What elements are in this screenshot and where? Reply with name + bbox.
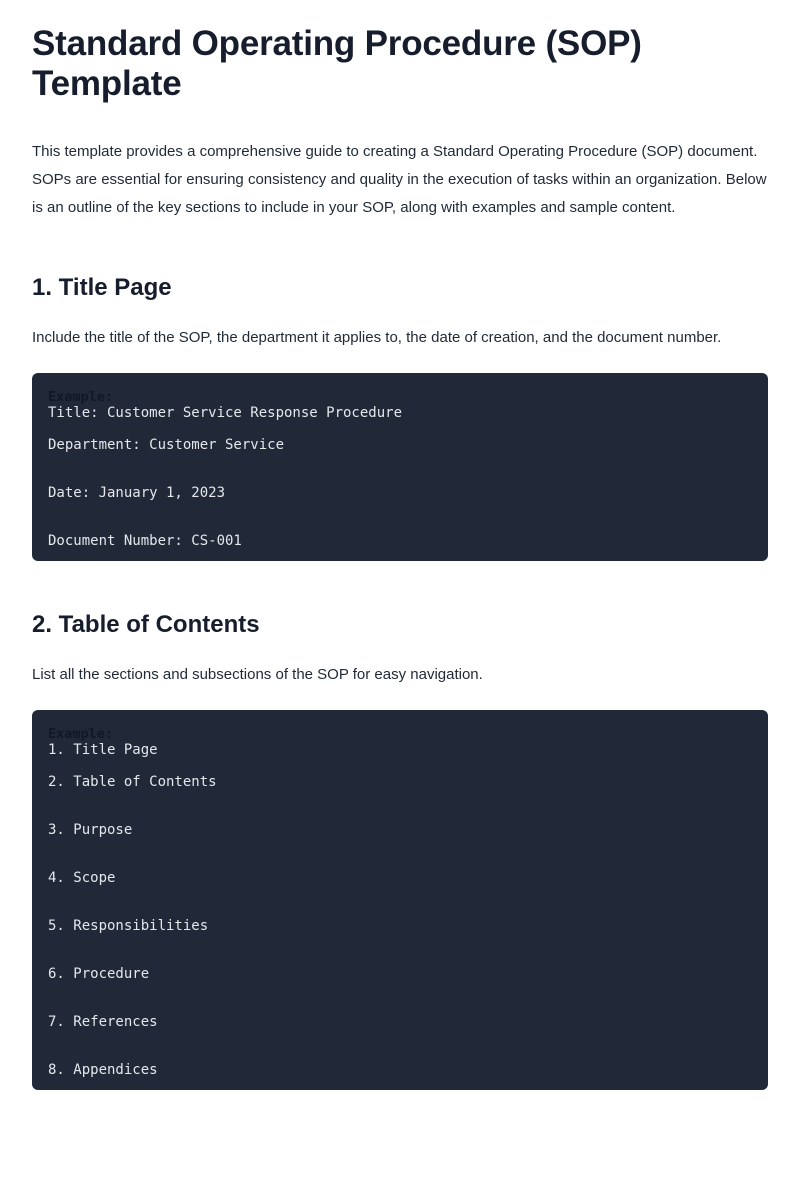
code-line: 2. Table of Contents [48, 774, 217, 790]
example-code-block [32, 710, 768, 1090]
code-line: 7. References [48, 1014, 158, 1030]
section-heading: 1. Title Page [32, 274, 172, 301]
code-line: 3. Purpose [48, 822, 133, 838]
code-line: 5. Responsibilities [48, 918, 209, 934]
section-table-of-contents [32, 610, 768, 1090]
code-line: 4. Scope [48, 870, 116, 886]
intro-paragraph: This template provides a comprehensive guide to creating a Standard Operating Procedure (SOP) document. SOPs are essential for ensuring consistency and quality in the execution of tasks within an organization. Below is an outline of the key sections to include in your SOP, along with examples and sample content. [32, 143, 767, 216]
code-line: 1. Title Page [48, 742, 158, 758]
section-description: List all the sections and subsections of the SOP for easy navigation. [32, 666, 483, 683]
section-description: Include the title of the SOP, the department it applies to, the date of creation, and the document number. [32, 329, 722, 346]
example-label: Example: [48, 389, 114, 405]
example-code-block [32, 373, 768, 561]
section-heading: 2. Table of Contents [32, 611, 260, 638]
code-line: Department: Customer Service [48, 437, 285, 453]
code-line: Title: Customer Service Response Procedure [48, 405, 403, 421]
code-line: Date: January 1, 2023 [48, 485, 226, 501]
example-label: Example: [48, 726, 114, 742]
code-line: Document Number: CS-001 [48, 533, 242, 549]
code-line: 6. Procedure [48, 966, 150, 982]
code-line: 8. Appendices [48, 1062, 158, 1078]
section-title-page [32, 273, 768, 561]
page-title: Standard Operating Procedure (SOP) Template [32, 24, 642, 103]
